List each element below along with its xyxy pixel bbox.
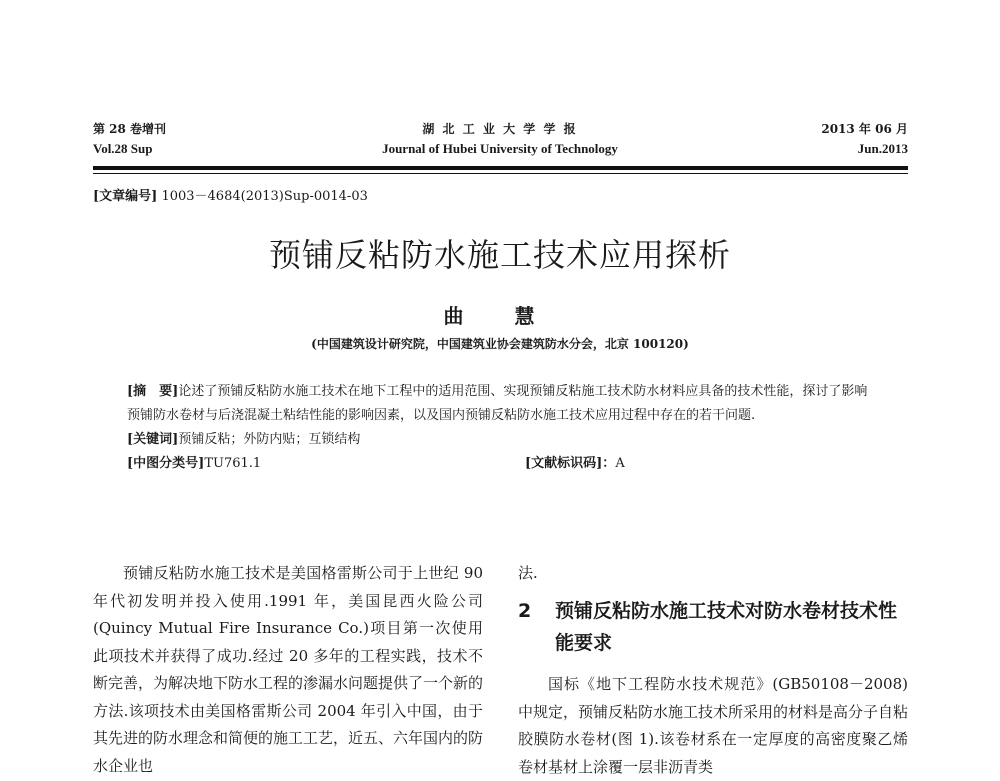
body-right-column: 国标《地下工程防水技术规范》(GB50108－2008)中规定，预铺反粘防水施工技术所采用的材料是高分子自粘胶膜防水卷材(图 1).该卷材系在一定厚度的高密度聚乙烯卷材基材上涂覆一层非沥青类: [518, 675, 909, 776]
abstract-label: [摘 要]: [127, 384, 179, 399]
author: 曲 慧: [443, 304, 557, 328]
paper-title: 预铺反粘防水施工技术应用探析: [268, 236, 731, 274]
volume-cn: 第 28 卷增刊: [93, 122, 167, 136]
classification-label: [中图分类号]: [127, 456, 205, 471]
section-number: 2: [518, 600, 532, 622]
volume-en: Vol.28 Sup: [93, 141, 153, 156]
journal-name-en: Journal of Hubei University of Technology: [382, 141, 618, 156]
body-left-column: 预铺反粘防水施工技术是美国格雷斯公司于上世纪 90 年代初发明并投入使用.1991 年，美国昆西火险公司(Quincy Mutual Fire Insurance Co.)项目第一次使用此项技术并获得了成功.经过 20 多年的工程实践，技术不断完善，为解决地下防水工程的渗漏水问题提供了一个新的方法.该项技术由美国格雷斯公司 2004 年引入中国，由于其先进的防水理念和简便的施工工艺，近五、六年国内的防水企业也: [93, 564, 484, 775]
header-rule-thick: [93, 166, 908, 170]
document-code-label: [文献标识码]：: [525, 456, 616, 471]
classification: [127, 452, 261, 476]
keywords: [127, 428, 877, 452]
journal-name-cn: 湖 北 工 业 大 学 学 报: [422, 122, 578, 136]
body-right-top: 法.: [518, 564, 538, 582]
document-code: [525, 452, 625, 476]
keywords-label: [关键词]: [127, 432, 179, 447]
abstract-text: 论述了预铺反粘防水施工技术在地下工程中的适用范围、实现预铺反粘施工技术防水材料应具备的技术性能，探讨了影响预铺防水卷材与后浇混凝土粘结性能的影响因素，以及国内预铺反粘防水施工技术应用过程中存在的若干问题.: [127, 384, 868, 423]
abstract-block: [127, 380, 877, 476]
article-number-label: [文章编号]: [93, 189, 158, 204]
classification-value: TU761.1: [204, 456, 262, 471]
abstract: [127, 380, 877, 428]
affiliation: (中国建筑设计研究院，中国建筑业协会建筑防水分会，北京 100120): [311, 337, 689, 351]
article-number: [93, 185, 368, 204]
section-title: 预铺反粘防水施工技术对防水卷材技术性能要求: [555, 600, 898, 654]
article-number-value: 1003－4684(2013)Sup-0014-03: [161, 189, 368, 204]
keywords-text: 预铺反粘；外防内贴；互锁结构: [178, 432, 361, 447]
issue-date-cn: 2013 年 06 月: [821, 122, 908, 136]
classification-row: [127, 452, 877, 476]
document-code-value: A: [615, 456, 625, 471]
header-rule-thin: [93, 173, 908, 174]
issue-date-en: Jun.2013: [857, 141, 908, 156]
